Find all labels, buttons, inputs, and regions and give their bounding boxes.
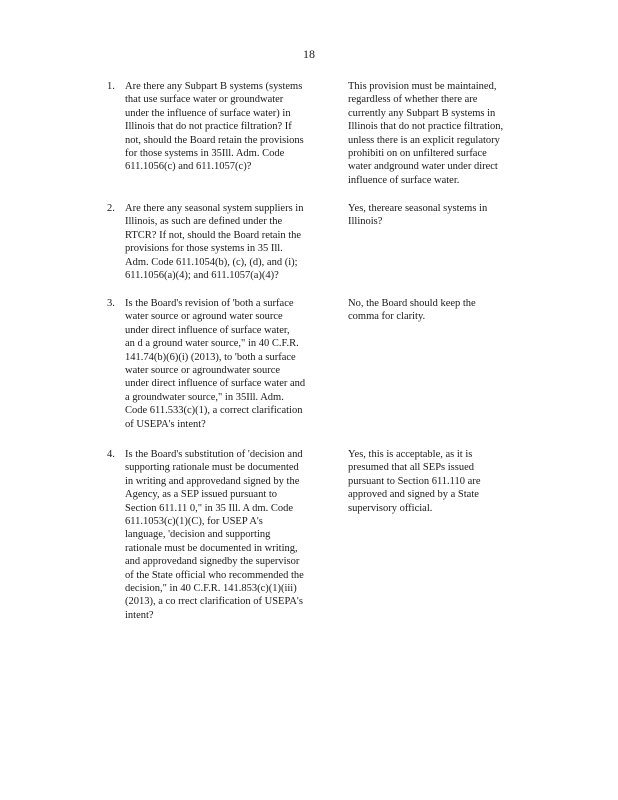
- answer-text: This provision must be maintained, regardless of whether there are currently any Subpart B systems in Illinois that do not practice filtration, unless there is an explicit regulatory prohibiti on on unfiltered surface water andground water under direct influence of surface water.: [348, 81, 504, 186]
- answer-text: Yes, thereare seasonal systems in Illinois?: [348, 203, 488, 228]
- question-number: 2.: [107, 203, 115, 214]
- answer-text: Yes, this is acceptable, as it is presumed that all SEPs issued pursuant to Section 611.110 are approved and signed by a State supervisory official.: [348, 449, 481, 514]
- question-text: Are there any Subpart B systems (systems that use surface water or groundwater under the influence of surface water) in Illinois that do not practice filtration? If not, should the Board retain the provisions for those systems in 35Ill. Adm. Code 611.1056(c) and 611.1057(c)?: [125, 81, 304, 173]
- question-text: Are there any seasonal system suppliers in Illinois, as such are defined under the RTCR? If not, should the Board retain the provisions for those systems in 35 Ill. Adm. Code 611.1054(b), (c), (d), and (i); 611.1056(a)(4); and 611.1057(a)(4)?: [125, 203, 304, 282]
- page-number: 18: [303, 47, 315, 61]
- question-number: 1.: [107, 81, 115, 92]
- question-text: Is the Board's revision of 'both a surface water source or aground water source under direct influence of surface water, an d a ground water source," in 40 C.F.R. 141.74(b)(6)(i) (2013), to 'both a surface water source or agroundwater source under direct influence of surface water and a groundwater source," in 35Ill. Adm. Code 611.533(c)(1), a correct clarification of USEPA's intent?: [125, 298, 306, 430]
- question-number: 3.: [107, 298, 115, 309]
- question-number: 4.: [107, 449, 115, 460]
- question-text: Is the Board's substitution of 'decision and supporting rationale must be documented in writing and approvedand signed by the Agency, as a SEP issued pursuant to Section 611.11 0," in 35 Ill. A dm. Code 611.1053(c)(1)(C), for USEP A's language, 'decision and supporting rationale must be documented in writing, and approvedand signedby the supervisor of the State official who recommended the decision," in 40 C.F.R. 141.853(c)(1)(iii) (2013), a co rrect clarification of USEPA's intent?: [125, 449, 304, 621]
- answer-text: No, the Board should keep the comma for clarity.: [348, 298, 476, 323]
